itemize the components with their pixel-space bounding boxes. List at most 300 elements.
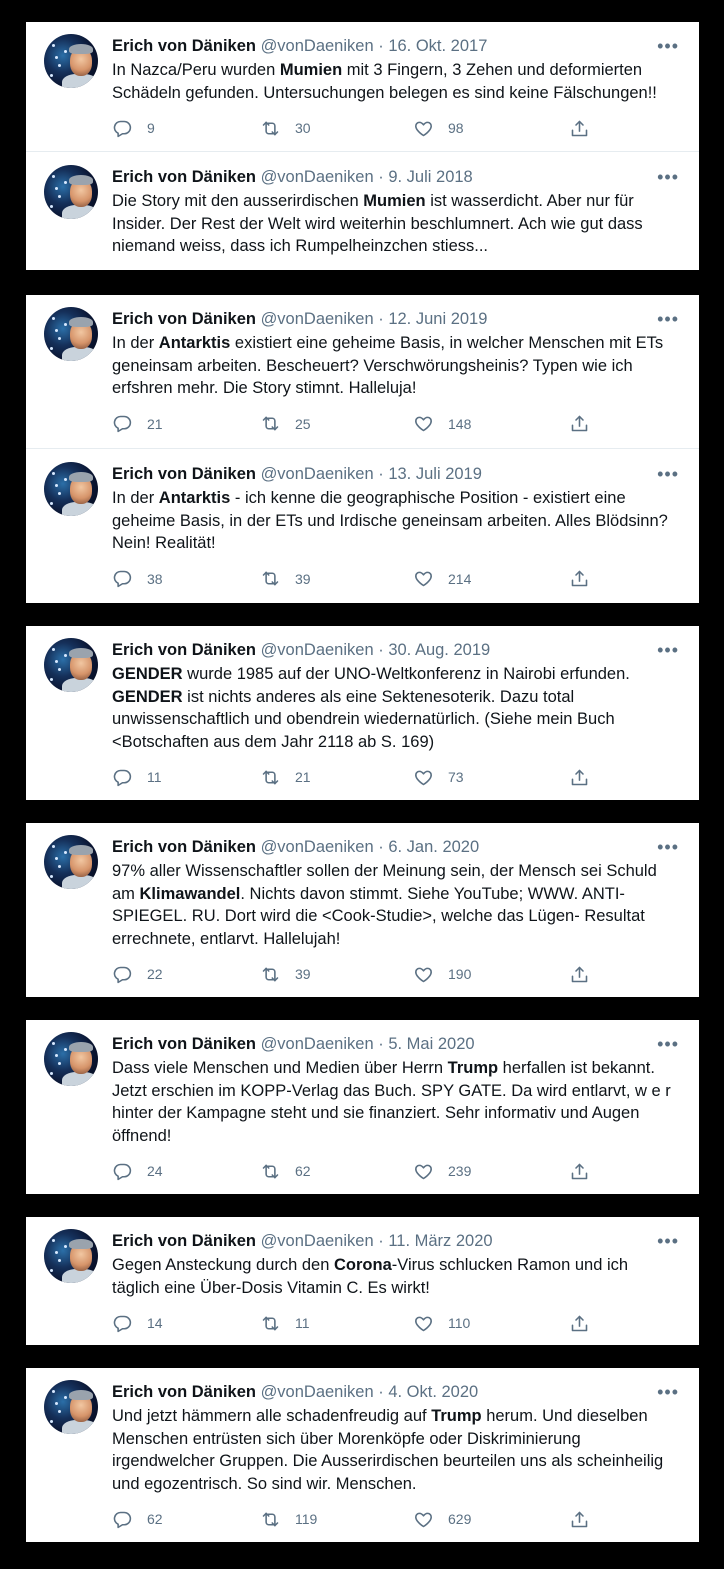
text-segment: am [112, 884, 140, 903]
retweet-icon [260, 1313, 281, 1334]
text-segment: wurde 1985 auf der UNO-Weltkonferenz in Nairobi erfunden. [182, 665, 630, 683]
star-decoration [55, 1054, 58, 1057]
reply-count: 38 [147, 570, 163, 587]
author-handle[interactable]: @vonDaeniken [260, 168, 374, 186]
share-button[interactable] [569, 568, 590, 590]
tweet-text-line [112, 663, 684, 686]
text-segment: Insider. Der Rest der Welt wird weiterhin beschlumnert. Ach wie gut dass [112, 214, 643, 233]
retweet-button[interactable] [260, 568, 311, 590]
retweet-count: 39 [295, 570, 311, 587]
tweet-text-line [112, 883, 684, 906]
avatar[interactable] [44, 1229, 98, 1283]
text-segment: errechnete, entlarvt. Hallelujah! [112, 929, 341, 948]
avatar-hair [69, 1042, 93, 1052]
separator-dot: · [378, 838, 384, 856]
like-count: 214 [448, 570, 472, 587]
more-options-icon[interactable]: ••• [657, 464, 679, 484]
text-segment: In Nazca/Peru wurden [112, 61, 280, 79]
avatar-hair [69, 44, 93, 54]
reply-count: 22 [147, 966, 163, 983]
reply-icon [112, 568, 133, 589]
share-button[interactable] [569, 963, 590, 985]
tweet-text-line [112, 1254, 684, 1277]
text-segment: unwissenschaftlich und obendrein wiedernatürlich. (Siehe mein Buch [112, 710, 615, 729]
tweet-actions [112, 766, 612, 788]
avatar-hair [69, 317, 93, 327]
retweet-button[interactable] [260, 413, 311, 435]
tweet-text-line [112, 332, 684, 355]
author-handle[interactable]: @vonDaeniken [260, 641, 374, 659]
more-options-icon[interactable]: ••• [657, 1034, 679, 1054]
tweet-card-6 [26, 1217, 699, 1345]
like-count: 190 [448, 966, 472, 983]
star-decoration [55, 857, 58, 860]
star-decoration [52, 317, 55, 320]
tweet-date[interactable]: 11. März 2020 [388, 1232, 493, 1250]
tweet-text [112, 860, 684, 950]
highlighted-keyword: Antarktis [158, 334, 231, 352]
text-segment: <Botschaften aus dem Jahr 2118 ab S. 169) [112, 732, 435, 751]
share-icon [569, 1161, 590, 1182]
reply-button[interactable] [112, 1160, 163, 1182]
tweet-date[interactable]: 12. Juni 2019 [388, 310, 488, 328]
more-options-icon[interactable]: ••• [657, 640, 679, 660]
avatar[interactable] [44, 34, 98, 88]
like-icon [413, 1161, 434, 1182]
text-segment: -Virus schlucken Ramon und ich [391, 1256, 629, 1274]
avatar-hair [69, 472, 93, 482]
star-decoration [55, 484, 58, 487]
star-decoration [64, 1048, 67, 1051]
separator-dot: · [378, 168, 384, 186]
star-decoration [50, 74, 53, 77]
tweet-text-line [112, 1473, 684, 1496]
like-icon [413, 1313, 434, 1334]
tweet-text-line [112, 190, 684, 213]
star-decoration [52, 1239, 55, 1242]
avatar-shirt [62, 205, 98, 219]
share-button[interactable] [569, 117, 590, 139]
reply-icon [112, 413, 133, 434]
tweet[interactable] [26, 1020, 699, 1190]
tweet-date[interactable]: 5. Mai 2020 [388, 1035, 475, 1053]
tweet-card-2 [26, 295, 699, 603]
like-count: 148 [448, 415, 472, 432]
retweet-icon [260, 767, 281, 788]
tweet-header [112, 35, 487, 57]
star-decoration [52, 1390, 55, 1393]
avatar-hair [69, 845, 93, 855]
like-count: 98 [448, 120, 464, 137]
tweet-text-line [112, 1450, 684, 1473]
avatar[interactable] [44, 638, 98, 692]
tweet[interactable] [26, 450, 699, 598]
retweet-icon [260, 118, 281, 139]
tweet[interactable] [26, 153, 699, 278]
text-segment: irgendwelcher Gruppen. Die Ausserirdischen beurteilen uns als scheinheilig [112, 1452, 664, 1471]
avatar[interactable] [44, 462, 98, 516]
tweet-date[interactable]: 16. Okt. 2017 [388, 37, 488, 55]
reply-button[interactable] [112, 766, 162, 788]
avatar[interactable] [44, 1032, 98, 1086]
reply-button[interactable] [112, 963, 163, 985]
text-segment: erfshren mehr. Die Story stimnt. Halleluja! [112, 379, 417, 398]
retweet-button[interactable] [260, 766, 311, 788]
avatar-shirt [62, 74, 98, 88]
like-icon [413, 964, 434, 985]
reply-count: 24 [147, 1163, 163, 1180]
retweet-count: 11 [295, 1315, 310, 1332]
star-decoration [50, 205, 53, 208]
retweet-button[interactable] [260, 117, 311, 139]
like-button[interactable] [413, 1508, 471, 1530]
retweet-count: 30 [295, 120, 311, 137]
more-options-icon[interactable]: ••• [657, 837, 679, 857]
author-handle[interactable]: @vonDaeniken [260, 37, 374, 55]
star-decoration [58, 492, 61, 495]
tweet-text-line [112, 235, 684, 258]
author-name[interactable]: Erich von Däniken [112, 168, 256, 186]
tweet-actions [112, 963, 612, 985]
tweet[interactable] [26, 1217, 699, 1342]
highlighted-keyword: Corona [334, 1256, 392, 1274]
like-count: 629 [448, 1511, 472, 1528]
star-decoration [58, 865, 61, 868]
text-segment: niemand weiss, dass ich Rumpelheinzchen stiess... [112, 237, 489, 256]
tweet-text [112, 59, 684, 104]
tweet-card-5 [26, 1020, 699, 1194]
tweet-date[interactable]: 9. Juli 2018 [388, 168, 473, 186]
tweet-actions [112, 568, 612, 590]
more-options-icon[interactable]: ••• [657, 1382, 679, 1402]
tweet-text [112, 190, 684, 258]
author-name[interactable]: Erich von Däniken [112, 641, 256, 659]
star-decoration [64, 654, 67, 657]
tweet-card-4 [26, 823, 699, 997]
like-button[interactable] [413, 117, 464, 139]
tweet-actions [112, 117, 612, 139]
star-decoration [55, 1402, 58, 1405]
text-segment: In der [112, 489, 159, 507]
tweet-text-line [112, 1102, 684, 1125]
like-icon [413, 1509, 434, 1530]
text-segment: mit 3 Fingern, 3 Zehen und deformierten [342, 61, 643, 79]
star-decoration [50, 678, 53, 681]
share-icon [569, 118, 590, 139]
tweet-text-line [112, 82, 684, 105]
text-segment: 97% aller Wissenschaftler sollen der Meinung sein, der Mensch sei Schuld [112, 862, 657, 880]
star-decoration [52, 44, 55, 47]
tweet-text [112, 663, 684, 753]
share-button[interactable] [569, 1312, 590, 1334]
avatar-hair [69, 175, 93, 185]
star-decoration [64, 1396, 67, 1399]
tweet-text-line [112, 213, 684, 236]
tweet-text [112, 1057, 684, 1147]
retweet-count: 39 [295, 966, 311, 983]
star-decoration [52, 648, 55, 651]
avatar-shirt [62, 1269, 98, 1283]
star-decoration [58, 668, 61, 671]
retweet-icon [260, 1161, 281, 1182]
star-decoration [64, 851, 67, 854]
share-icon [569, 964, 590, 985]
tweet-text-line [112, 928, 684, 951]
text-segment: hinter der Kampagne steht und sie finanziert. Sehr informativ und Augen [112, 1104, 640, 1123]
avatar-hair [69, 648, 93, 658]
like-button[interactable] [413, 1312, 470, 1334]
more-options-icon[interactable]: ••• [657, 167, 679, 187]
star-decoration [64, 478, 67, 481]
text-segment: Jetzt erschien im KOPP-Verlag das Buch. SPY GATE. Da wird entlarvt, w e r [112, 1081, 671, 1100]
divider [26, 151, 699, 152]
separator-dot: · [378, 1232, 384, 1250]
star-decoration [50, 502, 53, 505]
text-segment: Dass viele Menschen und Medien über Herrn [112, 1059, 448, 1077]
like-icon [413, 568, 434, 589]
text-segment: SPIEGEL. RU. Dort wird die <Cook-Studie>, welche das Lügen- Resultat [112, 907, 645, 926]
retweet-button[interactable] [260, 1312, 310, 1334]
separator-dot: · [378, 37, 384, 55]
star-decoration [55, 56, 58, 59]
reply-count: 62 [147, 1511, 163, 1528]
text-segment: herfallen ist bekannt. [498, 1059, 655, 1077]
separator-dot: · [378, 1035, 384, 1053]
reply-count: 9 [147, 120, 155, 137]
star-decoration [58, 1062, 61, 1065]
avatar-shirt [62, 1420, 98, 1434]
share-button[interactable] [569, 413, 590, 435]
retweet-icon [260, 568, 281, 589]
author-name[interactable]: Erich von Däniken [112, 1383, 256, 1401]
text-segment: Menschen entrüsten sich über Morenköpfe oder Diskriminierung [112, 1429, 581, 1448]
reply-icon [112, 1161, 133, 1182]
tweet[interactable] [26, 823, 699, 993]
author-name[interactable]: Erich von Däniken [112, 37, 256, 55]
text-segment: täglich eine Über-Dosis Vitamin C. Es wirkt! [112, 1278, 430, 1297]
reply-button[interactable] [112, 413, 163, 435]
highlighted-keyword: GENDER [112, 665, 183, 683]
like-count: 110 [448, 1315, 471, 1332]
tweet-text-line [112, 377, 684, 400]
text-segment: geneinsam arbeiten. Bescheuert? Verschwörungsheinis? Typen wie ich [112, 356, 633, 375]
share-icon [569, 568, 590, 589]
retweet-count: 119 [295, 1511, 318, 1528]
star-decoration [52, 1042, 55, 1045]
avatar-shirt [62, 1072, 98, 1086]
author-handle[interactable]: @vonDaeniken [260, 1383, 374, 1401]
tweet-text-line [112, 1125, 684, 1148]
reply-icon [112, 1313, 133, 1334]
tweet-text-line [112, 1277, 684, 1300]
tweet-text-line [112, 1405, 684, 1428]
separator-dot: · [378, 465, 384, 483]
author-name[interactable]: Erich von Däniken [112, 1232, 256, 1250]
tweet-text-line [112, 1080, 684, 1103]
like-button[interactable] [413, 766, 464, 788]
like-count: 73 [448, 769, 464, 786]
avatar-hair [69, 1239, 93, 1249]
star-decoration [55, 1251, 58, 1254]
highlighted-keyword: Trump [447, 1059, 499, 1077]
reply-button[interactable] [112, 117, 155, 139]
text-segment: geheime Basis, in der ETs und Irdische geneinsam arbeiten. Alles Blödsinn? [112, 511, 668, 530]
tweet-text-line [112, 708, 684, 731]
tweet-actions [112, 413, 612, 435]
tweet-text-line [112, 731, 684, 754]
author-handle[interactable]: @vonDaeniken [260, 1232, 374, 1250]
retweet-icon [260, 964, 281, 985]
star-decoration [50, 1420, 53, 1423]
text-segment: Gegen Ansteckung durch den [112, 1256, 334, 1274]
tweet-text-line [112, 860, 684, 883]
star-decoration [52, 175, 55, 178]
reply-count: 21 [147, 415, 163, 432]
star-decoration [58, 337, 61, 340]
tweet-text [112, 1405, 684, 1495]
author-name[interactable]: Erich von Däniken [112, 838, 256, 856]
star-decoration [58, 1410, 61, 1413]
retweet-button[interactable] [260, 1508, 317, 1530]
share-icon [569, 413, 590, 434]
retweet-count: 21 [295, 769, 311, 786]
author-name[interactable]: Erich von Däniken [112, 310, 256, 328]
tweet-header [112, 1381, 478, 1403]
text-segment: ist nichts anderes als eine Sektenesoterik. Dazu total [182, 687, 575, 706]
share-button[interactable] [569, 1508, 590, 1530]
highlighted-keyword: Mumien [279, 61, 343, 79]
author-handle[interactable]: @vonDaeniken [260, 465, 374, 483]
like-icon [413, 413, 434, 434]
avatar[interactable] [44, 1380, 98, 1434]
reply-button[interactable] [112, 568, 163, 590]
reply-icon [112, 964, 133, 985]
reply-button[interactable] [112, 1312, 163, 1334]
text-segment: Die Story mit den ausserirdischen [112, 192, 364, 210]
author-handle[interactable]: @vonDaeniken [260, 1035, 374, 1053]
like-button[interactable] [413, 963, 471, 985]
tweet-header [112, 308, 487, 330]
star-decoration [50, 1269, 53, 1272]
reply-count: 11 [147, 769, 162, 786]
tweet-actions [112, 1160, 612, 1182]
author-handle[interactable]: @vonDaeniken [260, 310, 374, 328]
highlighted-keyword: Trump [431, 1407, 482, 1425]
avatar-hair [69, 1390, 93, 1400]
share-icon [569, 1313, 590, 1334]
text-segment: Schädeln gefunden. Untersuchungen belegen es sind keine Fälschungen!! [112, 83, 657, 102]
separator-dot: · [378, 310, 384, 328]
text-segment: ist wasserdicht. Aber nur für [425, 192, 634, 210]
share-button[interactable] [569, 766, 590, 788]
star-decoration [64, 181, 67, 184]
share-icon [569, 767, 590, 788]
avatar-shirt [62, 502, 98, 516]
avatar-shirt [62, 347, 98, 361]
tweet-date[interactable]: 6. Jan. 2020 [388, 838, 480, 856]
like-button[interactable] [413, 413, 471, 435]
highlighted-keyword: Antarktis [158, 489, 231, 507]
reply-icon [112, 1509, 133, 1530]
avatar[interactable] [44, 165, 98, 219]
author-name[interactable]: Erich von Däniken [112, 465, 256, 483]
like-count: 239 [448, 1163, 472, 1180]
tweet-text-line [112, 487, 684, 510]
like-icon [413, 767, 434, 788]
text-segment: . Nichts davon stimmt. Siehe YouTube; WWW. ANTI- [240, 884, 625, 903]
highlighted-keyword: GENDER [112, 687, 183, 706]
tweet-text-line [112, 1057, 684, 1080]
text-segment: Nein! Realität! [112, 534, 216, 553]
avatar-shirt [62, 678, 98, 692]
retweet-icon [260, 413, 281, 434]
retweet-button[interactable] [260, 1160, 311, 1182]
tweet-header [112, 1230, 493, 1252]
separator-dot: · [378, 641, 384, 659]
star-decoration [58, 1259, 61, 1262]
text-segment: und egozentrisch. So sind wir. Menschen. [112, 1474, 417, 1493]
tweet-date[interactable]: 13. Juli 2019 [388, 465, 482, 483]
more-options-icon[interactable]: ••• [657, 1231, 679, 1251]
more-options-icon[interactable]: ••• [657, 36, 679, 56]
tweet[interactable] [26, 295, 699, 443]
tweet-text-line [112, 905, 684, 928]
reply-icon [112, 767, 133, 788]
share-icon [569, 1509, 590, 1530]
reply-count: 14 [147, 1315, 163, 1332]
tweet-actions [112, 1508, 612, 1530]
star-decoration [50, 875, 53, 878]
tweet-card-1 [26, 22, 699, 270]
like-button[interactable] [413, 568, 471, 590]
tweet-header [112, 463, 482, 485]
tweet-actions [112, 1312, 612, 1334]
tweet-text-line [112, 510, 684, 533]
star-decoration [52, 845, 55, 848]
tweet[interactable] [26, 22, 699, 147]
tweet-card-3 [26, 626, 699, 800]
text-segment: In der [112, 334, 159, 352]
share-button[interactable] [569, 1160, 590, 1182]
more-options-icon[interactable]: ••• [657, 309, 679, 329]
tweet-text [112, 1254, 684, 1299]
reply-icon [112, 118, 133, 139]
retweet-button[interactable] [260, 963, 311, 985]
tweet[interactable] [26, 1368, 699, 1538]
author-name[interactable]: Erich von Däniken [112, 1035, 256, 1053]
retweet-count: 25 [295, 415, 311, 432]
avatar[interactable] [44, 307, 98, 361]
reply-button[interactable] [112, 1508, 163, 1530]
star-decoration [52, 472, 55, 475]
author-handle[interactable]: @vonDaeniken [260, 838, 374, 856]
star-decoration [64, 1245, 67, 1248]
tweet-text [112, 332, 684, 400]
separator-dot: · [378, 1383, 384, 1401]
tweet-date[interactable]: 4. Okt. 2020 [388, 1383, 479, 1401]
avatar[interactable] [44, 835, 98, 889]
retweet-icon [260, 1509, 281, 1530]
tweet-date[interactable]: 30. Aug. 2019 [388, 641, 491, 659]
tweet-header [112, 166, 473, 188]
like-button[interactable] [413, 1160, 471, 1182]
tweet-text-line [112, 59, 684, 82]
tweet[interactable] [26, 626, 699, 796]
text-segment: existiert eine geheime Basis, in welcher Menschen mit ETs [230, 334, 664, 352]
tweet-text-line [112, 355, 684, 378]
tweet-header [112, 1033, 475, 1055]
highlighted-keyword: Klimawandel [139, 884, 241, 903]
